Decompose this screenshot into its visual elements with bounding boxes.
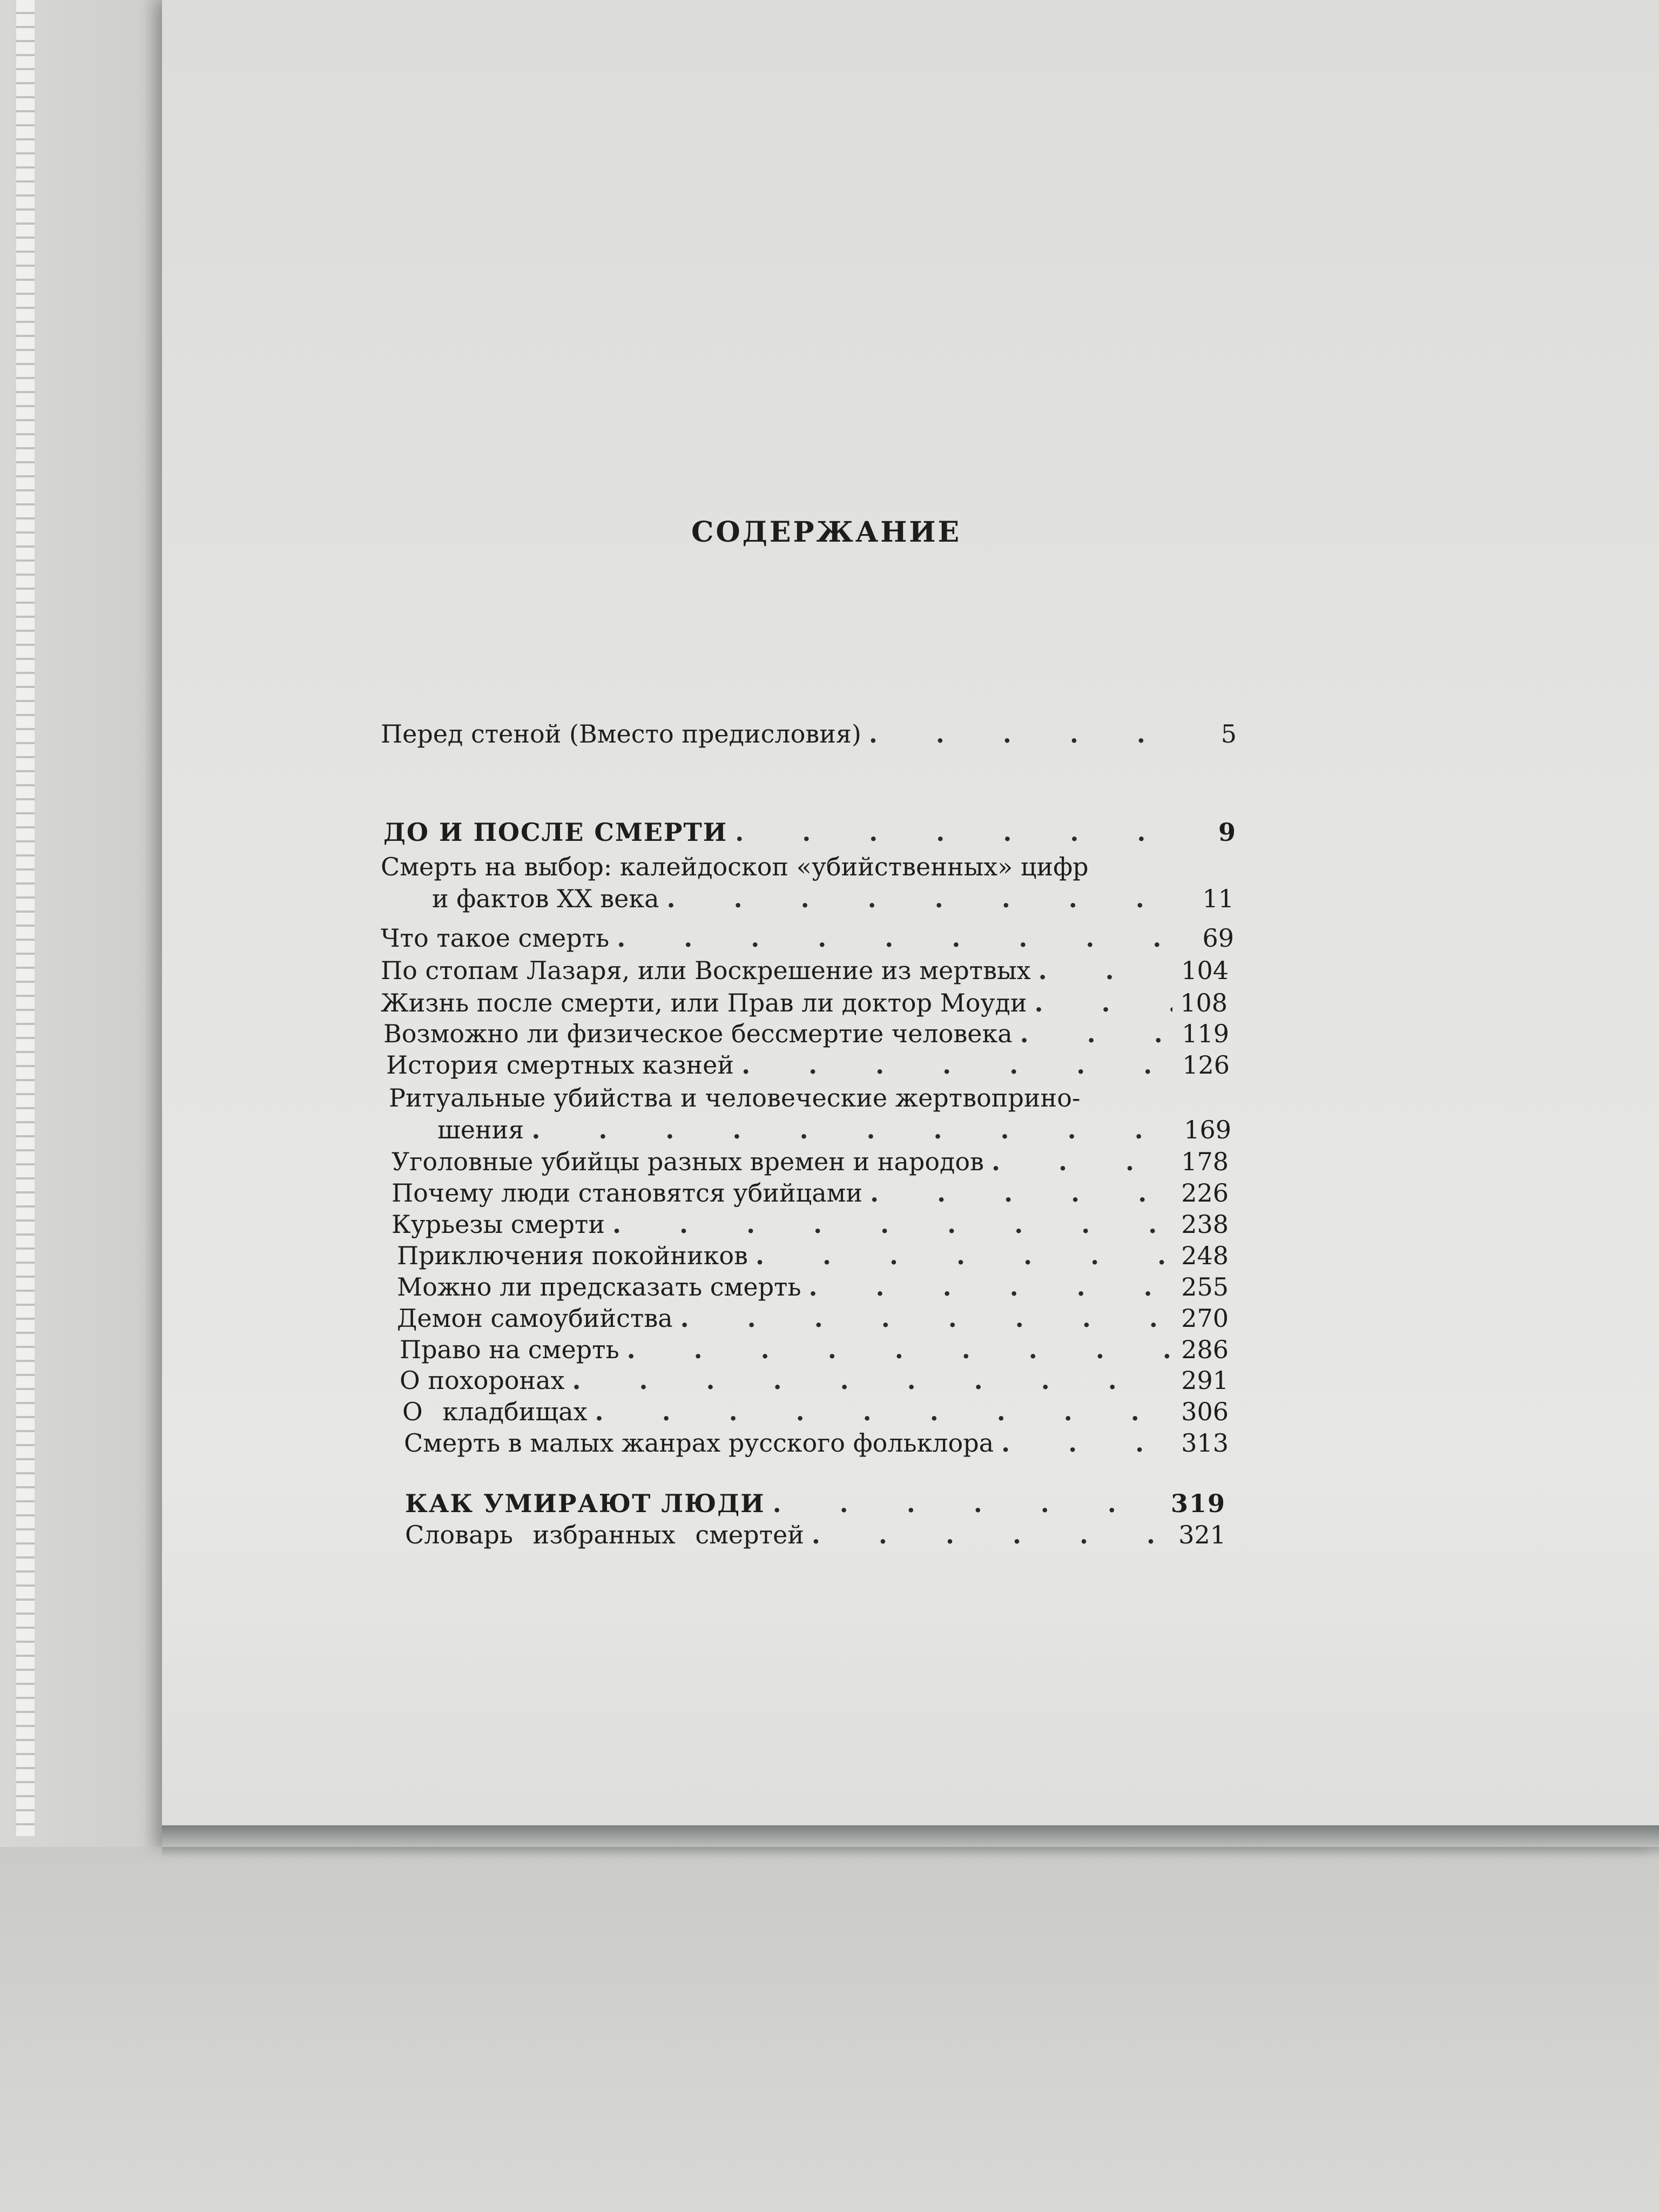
toc-entry-row	[381, 955, 1229, 986]
dot-leader	[531, 1114, 1176, 1145]
dot-leader	[617, 922, 1195, 954]
toc-page-number: 238	[1181, 1210, 1229, 1239]
toc-page-number: 108	[1180, 988, 1228, 1017]
dot-leader	[992, 1146, 1174, 1177]
toc-entry-row	[383, 1018, 1229, 1049]
toc-page-number: 119	[1182, 1019, 1229, 1048]
page-bottom-shadow	[162, 1825, 1659, 1858]
toc-entry-row	[432, 883, 1234, 914]
toc-entry-title: Уголовные убийцы разных времен и народов	[392, 1147, 984, 1176]
toc-page-number: 11	[1202, 884, 1234, 913]
page-stack-edge	[16, 0, 35, 1836]
toc-preface-row	[381, 718, 1237, 750]
toc-page-number: 291	[1181, 1366, 1229, 1395]
toc-entry-row	[397, 1303, 1229, 1334]
toc-entry-title: Право на смерть	[400, 1335, 619, 1364]
toc-entry-title: По стопам Лазаря, или Воскрешение из мертвых	[381, 956, 1031, 985]
table-surface	[0, 1825, 1659, 2212]
toc-entry-title: Перед стеной (Вместо предисловия)	[381, 719, 861, 748]
toc-entry-title: Смерть в малых жанрах русского фольклора	[404, 1428, 994, 1458]
toc-page-number: 104	[1181, 956, 1229, 985]
toc-entry-row	[397, 1240, 1229, 1271]
toc-page-number: 270	[1181, 1304, 1229, 1333]
dot-leader	[870, 1177, 1174, 1209]
toc-entry-title: Можно ли предсказать смерть	[397, 1272, 801, 1301]
toc-page-number: 9	[1218, 818, 1237, 847]
toc-entry-title: История смертных казней	[386, 1050, 734, 1080]
toc-entry-line1: Ритуальные убийства и человеческие жертвоприно-	[389, 1083, 1081, 1112]
dot-leader	[1020, 1018, 1175, 1049]
toc-page-number: 255	[1181, 1272, 1229, 1301]
toc-entry-title: Жизнь после смерти, или Прав ли доктор Моуди	[381, 988, 1027, 1017]
dot-leader	[1038, 955, 1174, 986]
toc-entry-title: Почему люди становятся убийцами	[392, 1178, 863, 1208]
toc-entry-row	[402, 1396, 1229, 1427]
toc-page-number: 313	[1181, 1428, 1229, 1458]
toc-entry-title: О похоронах	[400, 1366, 565, 1395]
dot-leader	[1001, 1427, 1174, 1459]
toc-page-number: 226	[1181, 1178, 1229, 1208]
toc-heading: СОДЕРЖАНИЕ	[691, 516, 962, 549]
dot-leader	[595, 1396, 1174, 1427]
toc-page-number: 69	[1202, 923, 1234, 953]
toc-entry-title: и фактов XX века	[432, 884, 659, 913]
toc-page-number: 319	[1170, 1489, 1226, 1518]
toc-entry-row	[400, 1365, 1229, 1396]
dot-leader	[756, 1240, 1174, 1271]
toc-section-row	[383, 817, 1237, 848]
toc-entry-row	[404, 1427, 1229, 1459]
toc-page-number: 321	[1178, 1520, 1226, 1549]
toc-entry-row	[386, 1049, 1230, 1081]
toc-page-number: 169	[1184, 1115, 1231, 1144]
toc-entry-row	[397, 1271, 1229, 1303]
dot-leader	[572, 1365, 1174, 1396]
dot-leader	[612, 1209, 1174, 1240]
toc-entry-title: Словарь избранных смертей	[405, 1520, 804, 1549]
toc-page-number: 248	[1181, 1241, 1229, 1270]
toc-entry-row	[392, 1177, 1229, 1209]
toc-entry-title: Курьезы смерти	[392, 1210, 605, 1239]
dot-leader	[667, 883, 1195, 914]
toc-section-title: ДО И ПОСЛЕ СМЕРТИ	[383, 818, 728, 847]
toc-page-number: 178	[1181, 1147, 1229, 1176]
dot-leader	[809, 1271, 1174, 1303]
dot-leader	[680, 1303, 1174, 1334]
toc-page-number: 306	[1181, 1397, 1229, 1426]
left-page-edge	[0, 0, 178, 1847]
toc-page-number: 126	[1182, 1050, 1230, 1080]
toc-entry-title: Возможно ли физическое бессмертие человека	[383, 1019, 1013, 1048]
dot-leader	[773, 1488, 1163, 1519]
toc-entry-title: Приключения покойников	[397, 1241, 748, 1270]
dot-leader	[869, 718, 1202, 750]
toc-entry-line1: Смерть на выбор: калейдоскоп «убийственных» цифр	[381, 852, 1089, 881]
dot-leader	[812, 1519, 1171, 1550]
toc-entry-row	[392, 1146, 1229, 1177]
dot-leader	[741, 1049, 1175, 1081]
dot-leader	[627, 1334, 1174, 1365]
toc-entry-title: шения	[437, 1115, 524, 1144]
toc-entry-row	[381, 987, 1228, 1019]
toc-page-number: 286	[1181, 1335, 1229, 1364]
toc-entry-row	[392, 1209, 1229, 1240]
toc-entry-row	[405, 1519, 1226, 1550]
toc-entry-title: О кладбищах	[402, 1397, 588, 1426]
toc-section-title: КАК УМИРАЮТ ЛЮДИ	[405, 1489, 765, 1518]
toc-entry-row	[381, 922, 1234, 954]
toc-page-number: 5	[1220, 719, 1237, 748]
toc-section-row	[405, 1488, 1226, 1519]
dot-leader	[735, 817, 1202, 848]
dot-leader	[1035, 987, 1173, 1019]
toc-entry-title: Демон самоубийства	[397, 1304, 673, 1333]
toc-entry-row	[400, 1334, 1229, 1365]
toc-entry-title: Что такое смерть	[381, 923, 610, 953]
toc-entry-row	[437, 1114, 1231, 1145]
